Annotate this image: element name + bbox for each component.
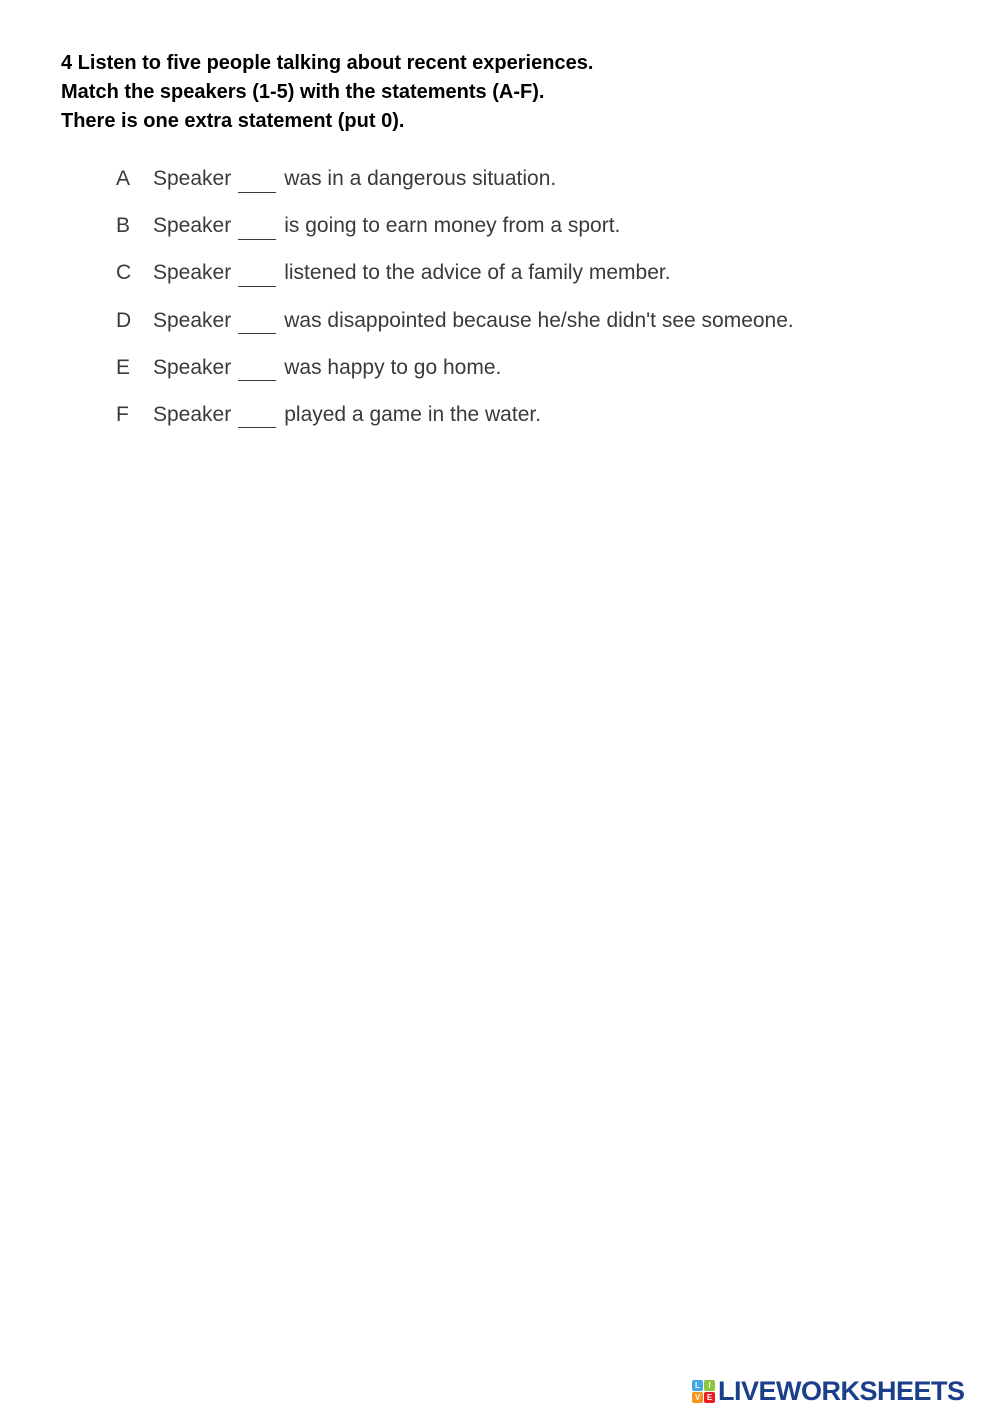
speaker-word: Speaker xyxy=(153,261,232,285)
statement-a xyxy=(116,163,794,210)
statement-text: was in a dangerous situation. xyxy=(284,167,557,190)
logo-mark-icon xyxy=(692,1380,715,1403)
logo-mark-tile: E xyxy=(704,1392,715,1403)
statement-text: played a game in the water. xyxy=(284,402,542,426)
answer-blank-a[interactable] xyxy=(238,172,276,193)
answer-blank-c[interactable] xyxy=(238,266,276,287)
statement-letter: D xyxy=(116,308,132,332)
logo-mark-tile: L xyxy=(692,1380,703,1391)
answer-blank-b[interactable] xyxy=(238,219,276,240)
logo-text: LIVEWORKSHEETS xyxy=(718,1375,965,1406)
speaker-word: Speaker xyxy=(153,355,232,379)
statement-list xyxy=(116,163,794,446)
answer-blank-f[interactable] xyxy=(238,407,276,428)
speaker-word: Speaker xyxy=(153,214,232,238)
answer-blank-d[interactable] xyxy=(238,313,276,334)
logo-mark-tile: V xyxy=(692,1392,703,1403)
answer-blank-e[interactable] xyxy=(238,360,276,381)
speaker-word: Speaker xyxy=(153,167,232,190)
statement-d xyxy=(116,305,794,352)
speaker-word: Speaker xyxy=(153,308,232,332)
speaker-word: Speaker xyxy=(153,402,232,426)
liveworksheets-logo xyxy=(692,1376,965,1406)
instruction-line-1: 4 Listen to five people talking about recent experiences. xyxy=(61,52,594,74)
statement-e xyxy=(116,352,794,399)
statement-letter: E xyxy=(116,355,131,379)
statement-text: was disappointed because he/she didn't see someone. xyxy=(284,308,794,332)
statement-letter: B xyxy=(116,214,131,238)
statement-text: is going to earn money from a sport. xyxy=(284,214,621,238)
statement-letter: F xyxy=(116,402,129,426)
statement-f xyxy=(116,399,794,446)
statement-letter: C xyxy=(116,261,132,285)
instructions xyxy=(61,49,593,136)
statement-b xyxy=(116,210,794,257)
logo-mark-tile: I xyxy=(704,1380,715,1391)
instruction-line-3: There is one extra statement (put 0). xyxy=(61,110,405,132)
instruction-line-2: Match the speakers (1-5) with the statements (A-F). xyxy=(61,81,545,103)
statement-c xyxy=(116,257,794,304)
statement-letter: A xyxy=(116,167,131,190)
statement-text: listened to the advice of a family member. xyxy=(284,261,671,285)
statement-text: was happy to go home. xyxy=(284,355,502,379)
